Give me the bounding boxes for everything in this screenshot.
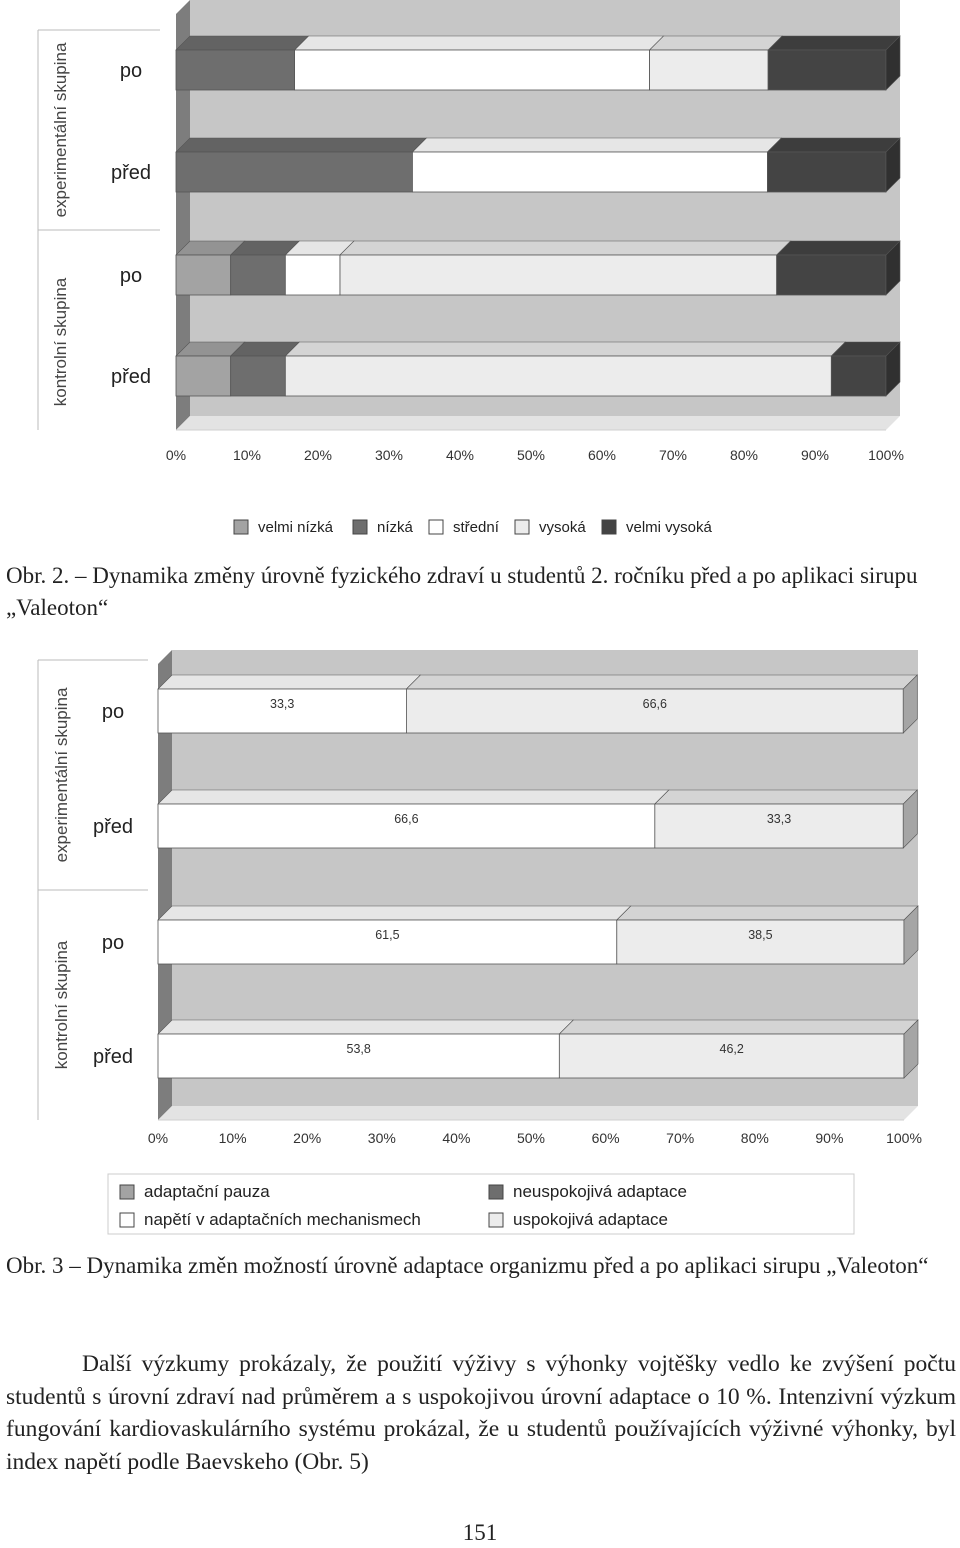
bar-segment xyxy=(295,36,664,90)
x-tick-label: 80% xyxy=(729,447,759,463)
x-tick-label: 30% xyxy=(374,447,404,463)
legend-swatch xyxy=(515,520,529,534)
bar-segment-face xyxy=(176,255,231,295)
legend-swatch xyxy=(120,1213,134,1227)
bar-segment-face xyxy=(158,804,655,848)
bar-segment-face xyxy=(176,356,231,396)
bar-segment-face xyxy=(176,50,295,90)
bar-segment-top xyxy=(340,241,791,255)
plot-floor xyxy=(158,1106,918,1120)
data-label: 66,6 xyxy=(642,697,668,711)
legend-label: nízká xyxy=(377,519,413,536)
bar-segment-top xyxy=(295,36,664,50)
legend-swatch xyxy=(234,520,248,534)
legend-swatch xyxy=(489,1213,503,1227)
x-tick-label: 40% xyxy=(445,447,475,463)
figure-2-caption: Obr. 2. – Dynamika změny úrovně fyzického zdraví u studentů 2. ročníku před a po aplikaci sirupu „Valeoton“ xyxy=(6,563,918,620)
chart-figure-2 xyxy=(0,0,960,550)
x-tick-label: 100% xyxy=(868,447,904,463)
plot-floor xyxy=(176,416,900,430)
chart-figure-3 xyxy=(0,640,960,1245)
bar-segment xyxy=(650,36,783,90)
bar-segment-top xyxy=(768,36,900,50)
bar-segment-top xyxy=(176,36,309,50)
data-label: 66,6 xyxy=(394,812,419,826)
bar-segment-face xyxy=(176,152,412,192)
bar-segment-face xyxy=(831,356,886,396)
bar-segment-face xyxy=(406,689,903,733)
data-label: 61,5 xyxy=(375,928,400,942)
group-label: kontrolní skupina xyxy=(51,277,70,407)
legend-label: neuspokojivá adaptace xyxy=(513,1182,687,1201)
category-label: před xyxy=(110,366,152,388)
x-tick-label: 100% xyxy=(886,1130,922,1146)
legend-label: střední xyxy=(453,519,499,536)
bar-segment-face xyxy=(285,356,831,396)
legend-label: napětí v adaptačních mechanismech xyxy=(144,1210,421,1229)
body-paragraph xyxy=(6,1348,956,1478)
bar-segment-top xyxy=(559,1020,918,1034)
x-tick-label: 10% xyxy=(218,1130,247,1146)
bar-segment-face xyxy=(617,920,904,964)
bar-segment-face xyxy=(231,255,286,295)
bar-segment xyxy=(340,241,791,295)
x-tick-label: 50% xyxy=(516,1130,546,1146)
group-label: experimentální skupina xyxy=(52,687,71,863)
x-tick-label: 10% xyxy=(232,447,262,463)
legend-label: adaptační pauza xyxy=(144,1182,270,1201)
category-label: po xyxy=(101,932,125,954)
data-label: 53,8 xyxy=(346,1042,371,1056)
x-tick-label: 60% xyxy=(587,447,617,463)
category-label: po xyxy=(119,265,143,287)
x-tick-label: 30% xyxy=(367,1130,396,1146)
bar-segment xyxy=(767,138,900,192)
bar-segment-top xyxy=(158,790,669,804)
category-label: před xyxy=(92,816,134,838)
bar-segment-top xyxy=(176,138,426,152)
x-tick-label: 50% xyxy=(516,447,546,463)
x-tick-label: 40% xyxy=(442,1130,471,1146)
bar-segment-top xyxy=(158,906,631,920)
group-label: experimentální skupina xyxy=(51,42,70,218)
bar-segment-face xyxy=(158,689,406,733)
legend-swatch xyxy=(120,1185,134,1199)
bar-segment-face xyxy=(295,50,650,90)
page-number: 151 xyxy=(462,1520,498,1545)
x-tick-label: 90% xyxy=(800,447,830,463)
x-tick-label: 70% xyxy=(658,447,688,463)
legend-swatch xyxy=(429,520,443,534)
bar-segment-top xyxy=(777,241,900,255)
category-label: po xyxy=(119,60,143,82)
bar-segment-top xyxy=(650,36,783,50)
data-label: 38,5 xyxy=(748,928,773,942)
bar-segment-face xyxy=(231,356,286,396)
category-label: před xyxy=(92,1046,134,1068)
bar-segment-top xyxy=(655,790,917,804)
group-label: kontrolní skupina xyxy=(52,940,71,1070)
bar-segment-face xyxy=(412,152,767,192)
legend-label: uspokojivá adaptace xyxy=(513,1210,669,1229)
bar-segment-face xyxy=(655,804,903,848)
bar-segment xyxy=(285,342,845,396)
legend-label: velmi vysoká xyxy=(626,519,712,536)
legend-swatch xyxy=(602,520,616,534)
bar-segment-face xyxy=(340,255,777,295)
bar-segment-top xyxy=(158,675,420,689)
bar-segment xyxy=(768,36,900,90)
bar-segment-face xyxy=(158,1034,559,1078)
x-tick-label: 70% xyxy=(666,1130,695,1146)
bar-segment-face xyxy=(777,255,886,295)
figure-3-caption: Obr. 3 – Dynamika změn možností úrovně adaptace organizmu před a po aplikaci sirupu „Valeoton“ xyxy=(6,1253,929,1278)
bar-segment-top xyxy=(412,138,781,152)
bar-segment xyxy=(412,138,781,192)
bar-segment-top xyxy=(285,342,845,356)
category-label: po xyxy=(101,701,125,723)
bar-segment xyxy=(176,138,426,192)
bar-segment-top xyxy=(767,138,900,152)
bar-segment-face xyxy=(158,920,617,964)
data-label: 33,3 xyxy=(766,812,792,826)
x-tick-label: 80% xyxy=(740,1130,769,1146)
category-label: před xyxy=(110,162,152,184)
bar-segment-face xyxy=(650,50,769,90)
bar-segment-top xyxy=(406,675,917,689)
x-tick-label: 90% xyxy=(815,1130,844,1146)
legend-label: vysoká xyxy=(539,519,586,536)
bar-segment-face xyxy=(559,1034,904,1078)
bar-segment xyxy=(777,241,900,295)
bar-segment-face xyxy=(768,50,886,90)
x-tick-label: 0% xyxy=(147,1130,169,1146)
legend-swatch xyxy=(353,520,367,534)
bar-segment xyxy=(176,36,309,90)
x-tick-label: 20% xyxy=(293,1130,322,1146)
bar-segment-face xyxy=(285,255,340,295)
bar-segment-face xyxy=(767,152,886,192)
legend-swatch xyxy=(489,1185,503,1199)
paragraph-text: Další výzkumy prokázaly, že použití výživy s výhonky vojtěšky vedlo ke zvýšení počtu studentů s úrovní zdraví nad průměrem a s uspokojivou úrovní adaptace o 10 %. Intenzivní výzkum fungování kardiovaskulárního systému prokázal, že u studentů používajících výživné výhonky, byl index napětí podle Baevskeho (Obr. 5) xyxy=(6,1351,956,1475)
x-tick-label: 20% xyxy=(303,447,333,463)
data-label: 33,3 xyxy=(270,697,295,711)
bar-segment-top xyxy=(617,906,918,920)
data-label: 46,2 xyxy=(719,1042,744,1056)
bar-segment-top xyxy=(158,1020,573,1034)
x-tick-label: 60% xyxy=(591,1130,620,1146)
legend-label: velmi nízká xyxy=(258,519,334,536)
x-tick-label: 0% xyxy=(165,447,187,463)
